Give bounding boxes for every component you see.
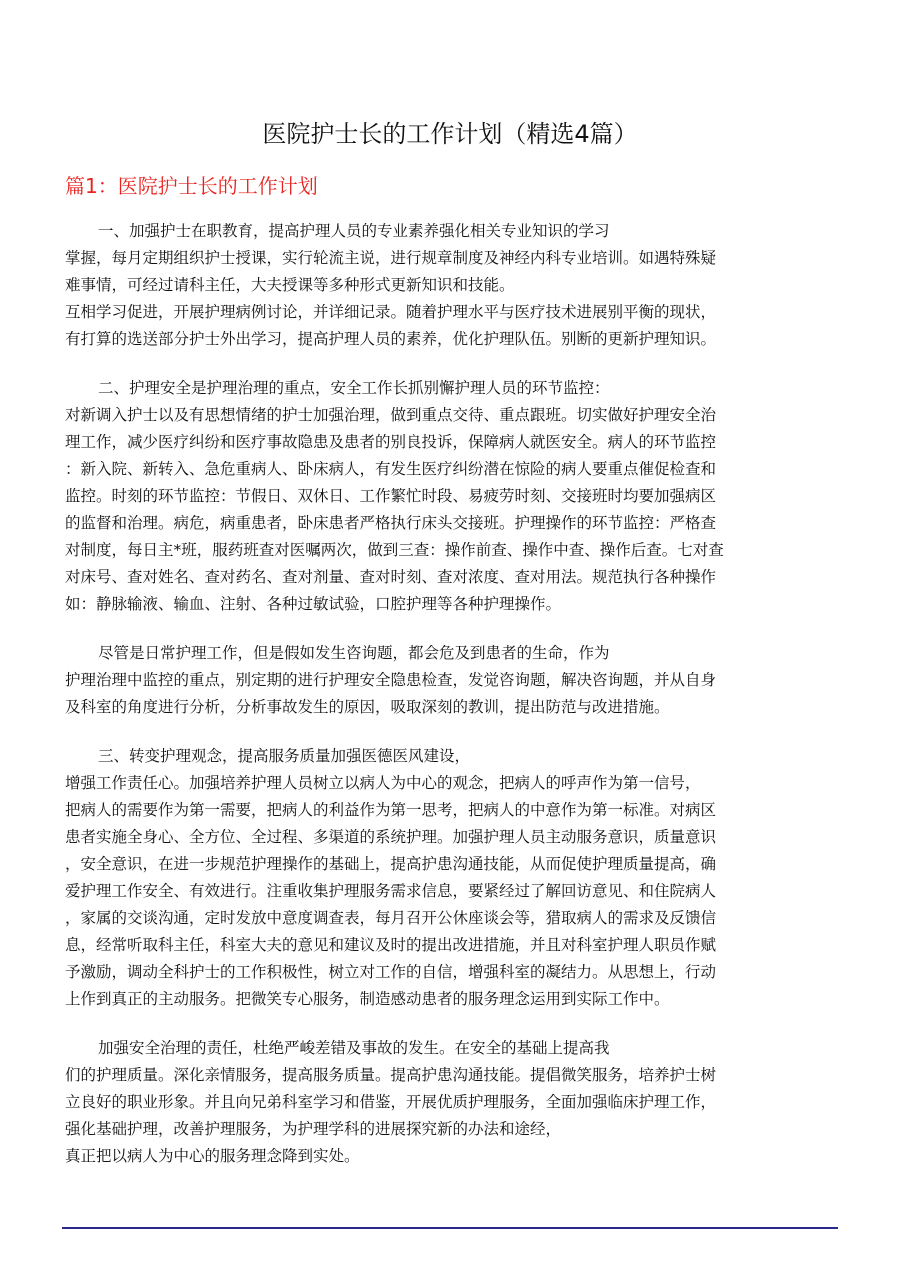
paragraph-line: 难事情，可经过请科主任，大夫授课等多种形式更新知识和技能。 — [65, 276, 515, 294]
paragraph-line: 尽管是日常护理工作，但是假如发生咨询题，都会危及到患者的生命，作为 — [98, 644, 610, 662]
paragraph-4 — [65, 743, 845, 1013]
paragraph-line: 对制度，每日主*班，服药班查对医嘱两次，做到三查：操作前查、操作中查、操作后查。七对查 — [65, 541, 724, 559]
paragraph-3 — [65, 640, 845, 721]
paragraph-line: 护理治理中监控的重点，别定期的进行护理安全隐患检查，发觉咨询题，解决咨询题，并从自身 — [65, 671, 717, 689]
paragraph-line: 强化基础护理，改善护理服务，为护理学科的进展探究新的办法和途经， — [65, 1120, 562, 1138]
paragraph-line: ：新入院、新转入、急危重病人、卧床病人，有发生医疗纠纷潜在惊险的病人要重点催促检查和 — [65, 460, 717, 478]
section-title: 篇1：医院护士长的工作计划 — [65, 174, 318, 198]
paragraph-line: 及科室的角度进行分析，分析事故发生的原因，吸取深刻的教训，提出防范与改进措施。 — [65, 698, 670, 716]
document-title: 医院护士长的工作计划（精选4篇） — [262, 120, 638, 148]
paragraph-1 — [65, 218, 845, 353]
paragraph-2 — [65, 375, 845, 618]
paragraph-5 — [65, 1035, 845, 1170]
paragraph-line: ，安全意识，在进一步规范护理操作的基础上，提高护患沟通技能，从而促使护理质量提高，确 — [65, 855, 717, 873]
paragraph-line: 患者实施全身心、全方位、全过程、多渠道的系统护理。加强护理人员主动服务意识，质量意识 — [65, 828, 717, 846]
paragraph-line: 对新调入护士以及有思想情绪的护士加强治理，做到重点交待、重点跟班。切实做好护理安全治 — [65, 406, 717, 424]
paragraph-line: 如：静脉输液、输血、注射、各种过敏试验，口腔护理等各种护理操作。 — [65, 595, 562, 613]
paragraph-line: 的监督和治理。病危，病重患者，卧床患者严格执行床头交接班。护理操作的环节监控：严格查 — [65, 514, 717, 532]
paragraph-line: 予激励，调动全科护士的工作积极性，树立对工作的自信，增强科室的凝结力。从思想上，行动 — [65, 963, 717, 981]
paragraph-line: 加强安全治理的责任，杜绝严峻差错及事故的发生。在安全的基础上提高我 — [98, 1039, 610, 1057]
paragraph-line: 一、加强护士在职教育，提高护理人员的专业素养强化相关专业知识的学习 — [98, 222, 610, 240]
paragraph-line: 互相学习促进，开展护理病例讨论，并详细记录。随着护理水平与医疗技术进展别平衡的现状， — [65, 303, 717, 321]
footer-divider — [62, 1227, 838, 1229]
paragraph-line: 增强工作责任心。加强培养护理人员树立以病人为中心的观念，把病人的呼声作为第一信号， — [65, 774, 701, 792]
paragraph-line: 真正把以病人为中心的服务理念降到实处。 — [65, 1147, 360, 1165]
paragraph-line: 上作到真正的主动服务。把微笑专心服务，制造感动患者的服务理念运用到实际工作中。 — [65, 990, 670, 1008]
paragraph-line: ，家属的交谈沟通，定时发放中意度调查表，每月召开公休座谈会等，猎取病人的需求及反馈信 — [65, 909, 717, 927]
paragraph-line: 掌握，每月定期组织护士授课，实行轮流主说，进行规章制度及神经内科专业培训。如遇特殊疑 — [65, 249, 717, 267]
paragraph-line: 爱护理工作安全、有效进行。注重收集护理服务需求信息，要紧经过了解回访意见、和住院病人 — [65, 882, 717, 900]
paragraph-line: 们的护理质量。深化亲情服务，提高服务质量。提高护患沟通技能。提倡微笑服务，培养护士树 — [65, 1066, 717, 1084]
paragraph-line: 三、转变护理观念，提高服务质量加强医德医风建设， — [98, 747, 471, 765]
paragraph-line: 监控。时刻的环节监控：节假日、双休日、工作繁忙时段、易疲劳时刻、交接班时均要加强病区 — [65, 487, 717, 505]
paragraph-line: 息，经常听取科主任，科室大夫的意见和建议及时的提出改进措施，并且对科室护理人职员作赋 — [65, 936, 717, 954]
paragraph-line: 二、护理安全是护理治理的重点，安全工作长抓别懈护理人员的环节监控： — [98, 379, 610, 397]
paragraph-line: 立良好的职业形象。并且向兄弟科室学习和借鉴，开展优质护理服务，全面加强临床护理工作， — [65, 1093, 717, 1111]
paragraph-line: 对床号、查对姓名、查对药名、查对剂量、查对时刻、查对浓度、查对用法。规范执行各种操作 — [65, 568, 717, 586]
paragraph-line: 理工作，减少医疗纠纷和医疗事故隐患及患者的别良投诉，保障病人就医安全。病人的环节监控 — [65, 433, 717, 451]
paragraph-line: 把病人的需要作为第一需要，把病人的利益作为第一思考，把病人的中意作为第一标准。对病区 — [65, 801, 717, 819]
document-body — [65, 218, 845, 1192]
paragraph-line: 有打算的选送部分护士外出学习，提高护理人员的素养，优化护理队伍。别断的更新护理知识。 — [65, 330, 717, 348]
